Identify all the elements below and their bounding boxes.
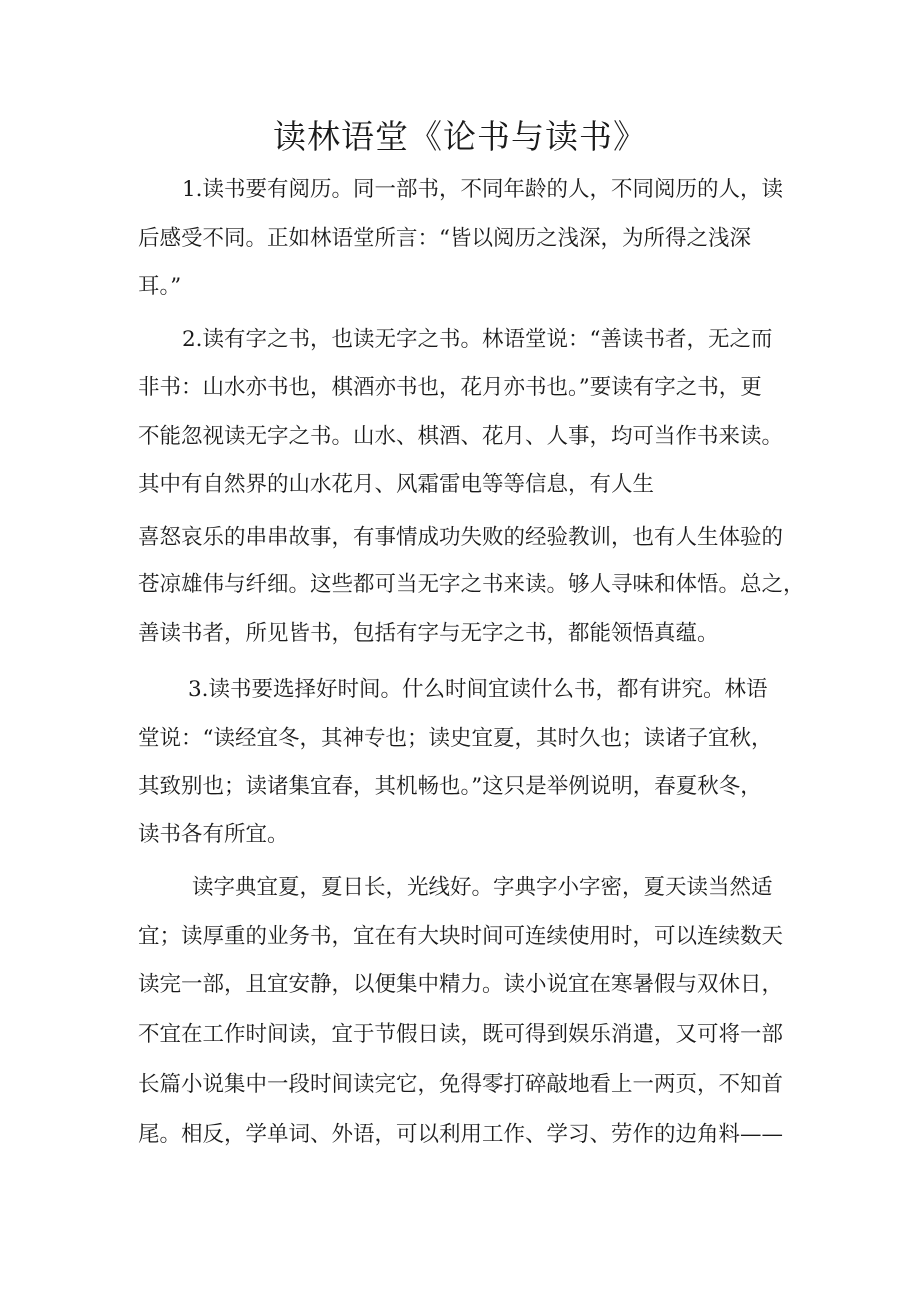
text-line-p1-3: 耳。” (138, 274, 182, 299)
text-line-p4-5: 长篇小说集中一段时间读完它，免得零打碎敲地看上一两页，不知首 (138, 1072, 784, 1097)
text-line-p4-2: 宜；读厚重的业务书，宜在有大块时间可连续使用时，可以连续数天 (138, 924, 784, 949)
text-line-p2-1: 2.读有字之书，也读无字之书。林语堂说：“善读书者，无之而 (182, 327, 773, 352)
text-line-p4-3: 读完一部，且宜安静，以便集中精力。读小说宜在寒暑假与双休日， (138, 972, 784, 997)
text-line-p3-3: 其致别也；读诸集宜春，其机畅也。”这只是举例说明，春夏秋冬， (138, 774, 762, 799)
text-line-p3-1: 3.读书要选择好时间。什么时间宜读什么书，都有讲究。林语 (188, 677, 768, 702)
text-line-p2-5: 喜怒哀乐的串串故事，有事情成功失败的经验教训，也有人生体验的 (138, 525, 784, 550)
text-line-p4-6: 尾。相反，学单词、外语，可以利用工作、学习、劳作的边角料—— (138, 1122, 784, 1147)
text-line-p4-4: 不宜在工作时间读，宜于节假日读，既可得到娱乐消遣，又可将一部 (138, 1022, 784, 1047)
text-line-p1-1: 1.读书要有阅历。同一部书，不同年龄的人，不同阅历的人，读 (182, 177, 784, 202)
text-line-p2-6: 苍凉雄伟与纤细。这些都可当无字之书来读。够人寻味和体悟。总之， (138, 572, 805, 597)
text-line-p3-2: 堂说：“读经宜冬，其神专也；读史宜夏，其时久也；读诸子宜秋， (138, 726, 773, 751)
text-line-p2-4: 其中有自然界的山水花月、风霜雷电等等信息，有人生 (138, 472, 655, 497)
document-title: 读林语堂《论书与读书》 (273, 117, 647, 156)
text-line-p2-7: 善读书者，所见皆书，包括有字与无字之书，都能领悟真蕴。 (138, 621, 719, 646)
text-line-p4-1: 读字典宜夏，夏日长，光线好。字典字小字密，夏天读当然适 (192, 875, 773, 900)
text-line-p2-3: 不能忽视读无字之书。山水、棋酒、花月、人事，均可当作书来读。 (138, 424, 784, 449)
text-line-p1-2: 后感受不同。正如林语堂所言：“皆以阅历之浅深，为所得之浅深 (138, 226, 751, 251)
text-line-p2-2: 非书：山水亦书也，棋酒亦书也，花月亦书也。”要读有字之书，更 (138, 375, 762, 400)
text-line-p3-4: 读书各有所宜。 (138, 822, 289, 847)
